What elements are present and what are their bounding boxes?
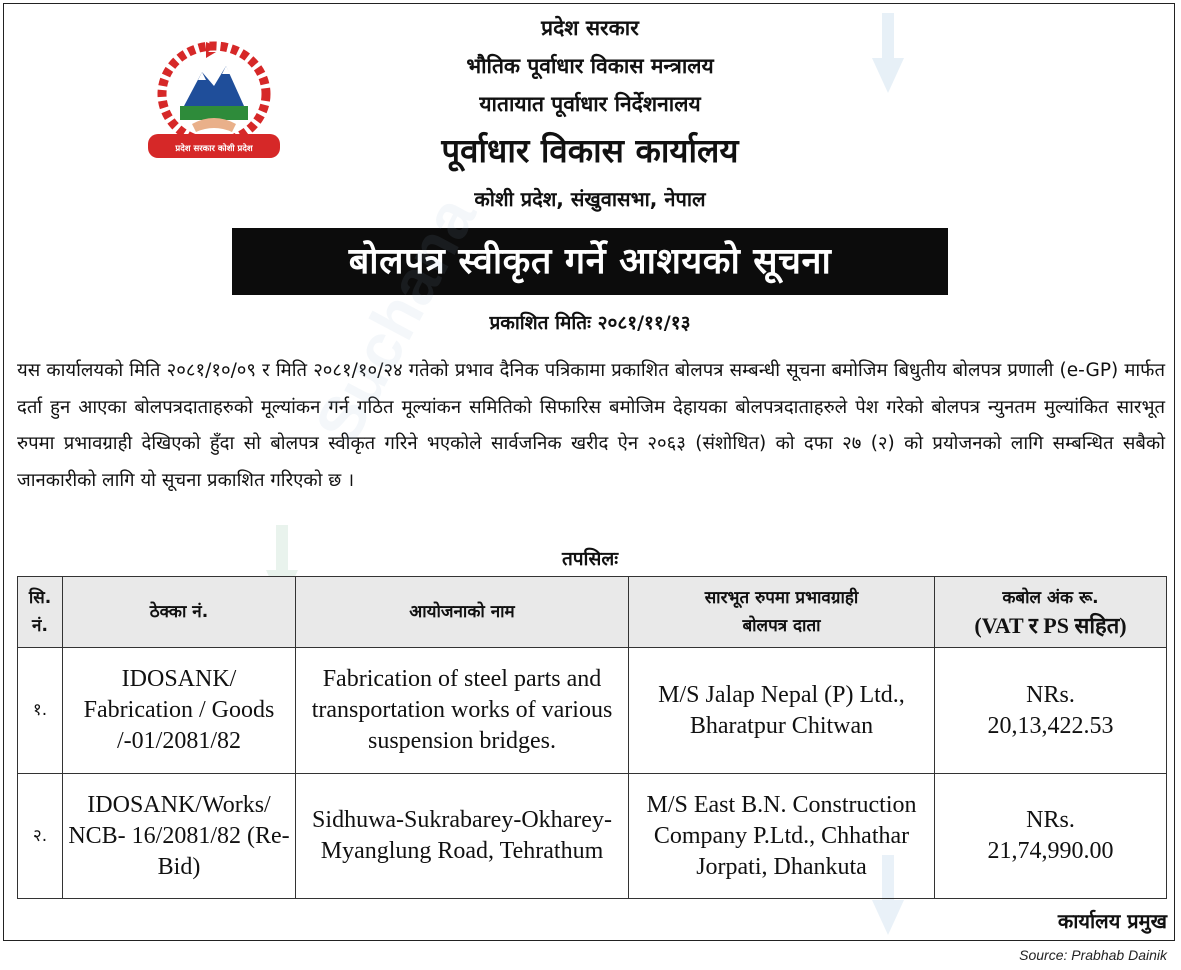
row-amount-currency: NRs. [1026,807,1075,833]
details-heading: तपसिलः [561,548,619,570]
notice-title: बोलपत्र स्वीकृत गर्ने आशयको सूचना [232,228,948,295]
table-header-row [18,577,1167,648]
header-bidder-line1: सारभूत रुपमा प्रभावग्राही [704,588,859,608]
row-project-name: Sidhuwa-Sukrabarey-Okharey-Myanglung Road, Tehrathum [296,774,629,899]
header-amount-line2: (VAT र PS सहित) [974,613,1127,638]
published-date: प्रकाशित मितिः २०८१/११/१३ [489,312,691,334]
notice-body: यस कार्यालयको मिति २०८१/१०/०९ र मिति २०८१/१०/२४ गतेको प्रभाव दैनिक पत्रिकामा प्रकाशित बोलपत्र सम्बन्धी सूचना बमोजिम बिधुतीय बोलपत्र प्रणाली (e-GP) मार्फत दर्ता हुन आएका बोलपत्रदाताहरुको मूल्यांकन गर्न गठित मूल्यांकन समितिको सिफारिस बमोजिम देहायका बोलपत्रदाताहरुले पेश गरेको बोलपत्र न्युनतम मुल्यांकित सारभूत रुपमा प्रभावग्राही देखिएको हुँदा सो बोलपत्र स्वीकृत गरिने भएकोले सार्वजनिक खरीद ऐन २०६३ (संशोधित) को दफा २७ (२) को प्रयोजनको लागि सम्बन्धित सबैको जानकारीको लागि यो सूचना प्रकाशित गरिएको छ । [17,360,1165,491]
government-name: प्रदेश सरकार [541,16,639,40]
bid-table [17,576,1167,899]
row-amount [935,774,1167,899]
row-amount-value: 20,13,422.53 [987,712,1114,739]
row-contract-no: IDOSANK/Works/ NCB- 16/2081/82 (Re-Bid) [63,774,296,899]
watermark: Suchana [300,184,490,455]
emblem-caption: प्रदेश सरकार कोशी प्रदेश [175,144,253,154]
signatory: कार्यालय प्रमुख [1057,909,1167,933]
header-project-name: आयोजनाको नाम [296,577,629,648]
header-amount-line1: कबोल अंक रू. [1002,588,1099,608]
row-bidder: M/S East B.N. Construction Company P.Ltd., Chhathar Jorpati, Dhankuta [629,774,935,899]
header-amount [935,577,1167,648]
header-bidder [629,577,935,648]
row-project-name: Fabrication of steel parts and transportation works of various suspension bridges. [296,648,629,774]
office-address: कोशी प्रदेश, संखुवासभा, नेपाल [474,187,706,211]
row-sn: २. [18,774,63,899]
office-name: पूर्वाधार विकास कार्यालय [441,131,739,170]
ministry-name: भौतिक पूर्वाधार विकास मन्त्रालय [466,54,714,78]
header-contract-no: ठेक्का नं. [63,577,296,648]
row-bidder: M/S Jalap Nepal (P) Ltd., Bharatpur Chitwan [629,648,935,774]
row-amount-value: 21,74,990.00 [987,838,1114,864]
header-bidder-line2: बोलपत्र दाता [742,616,821,636]
row-amount-currency: NRs. [1026,681,1075,708]
row-sn: १. [18,648,63,774]
directorate-name: यातायात पूर्वाधार निर्देशनालय [479,92,701,116]
row-contract-no: IDOSANK/ Fabrication / Goods /-01/2081/82 [63,648,296,774]
table-row [18,774,1167,899]
row-amount [935,648,1167,774]
source-credit: Source: Prabhab Dainik [1019,947,1167,963]
table-row [18,648,1167,774]
header-sn: सि. नं. [18,577,63,648]
